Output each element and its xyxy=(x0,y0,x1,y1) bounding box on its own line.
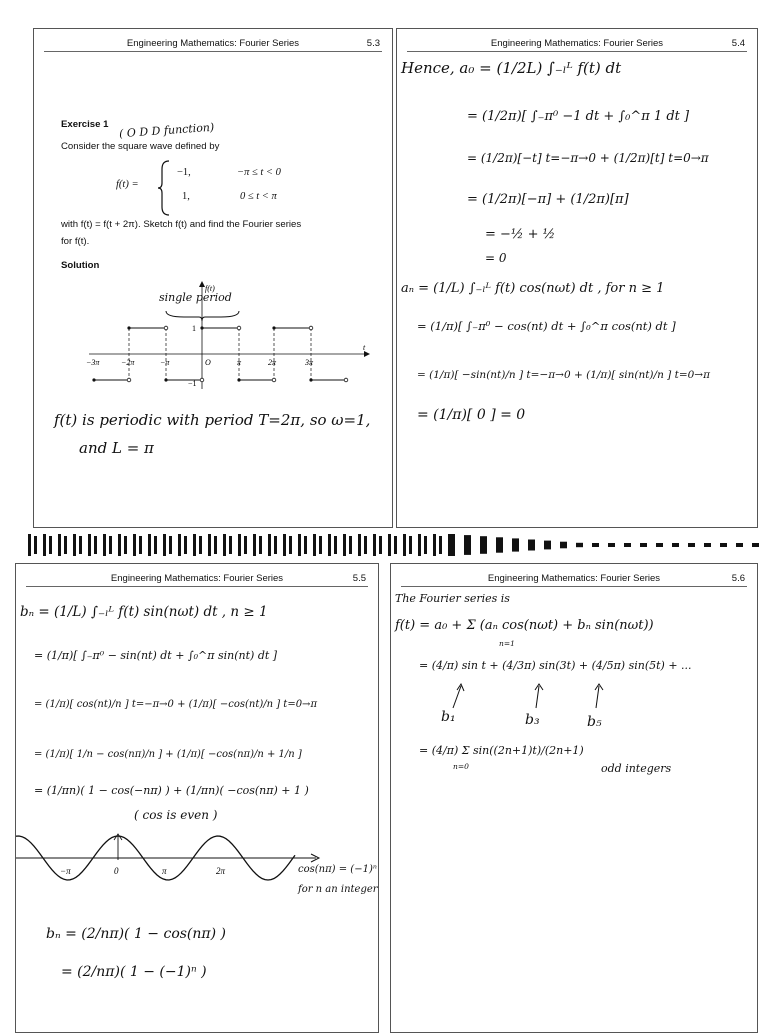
binding-mark xyxy=(576,543,583,547)
odd-function-note: ( O D D function) xyxy=(118,120,215,141)
handwriting-line: = (1/π)[ ∫₋π⁰ − cos(nt) dt + ∫₀^π cos(nt) dt ] xyxy=(417,319,676,333)
handwriting-line: = (1/π)[ 1/n − cos(nπ)/n ] + (1/π)[ −cos(nπ)/n + 1/n ] xyxy=(34,749,302,760)
binding-mark xyxy=(268,534,277,556)
exercise-title: Exercise 1 xyxy=(61,119,109,130)
binding-mark xyxy=(58,534,67,556)
tick-label: −2π xyxy=(121,358,135,367)
slide-5-3 xyxy=(33,28,393,528)
binding-mark xyxy=(480,536,487,554)
header-title: Engineering Mathematics: Fourier Series xyxy=(487,573,661,584)
header-rule xyxy=(44,51,382,52)
binding-mark xyxy=(118,534,127,556)
handwriting-line: = (1/2π)[ ∫₋π⁰ −1 dt + ∫₀^π 1 dt ] xyxy=(467,109,690,124)
header-title: Engineering Mathematics: Fourier Series xyxy=(490,38,664,49)
binding-mark xyxy=(388,534,397,556)
binding-mark xyxy=(343,534,352,556)
header-title: Engineering Mathematics: Fourier Series xyxy=(110,573,284,584)
handwriting-line: Hence, a₀ = (1/2L) ∫₋ₗᴸ f(t) dt xyxy=(401,59,622,77)
binding-mark xyxy=(43,534,52,556)
page-number: 5.4 xyxy=(731,38,745,49)
binding-mark xyxy=(148,534,157,556)
header-title: Engineering Mathematics: Fourier Series xyxy=(126,38,300,49)
wave-tick-label: 0 xyxy=(114,866,119,876)
cos-npi-note: cos(nπ) = (−1)ⁿ xyxy=(298,864,377,875)
binding-mark xyxy=(223,534,232,556)
coefficient-arrows xyxy=(431,682,631,712)
binding-mark xyxy=(720,543,727,547)
plot-minus-one-label: −1 xyxy=(188,379,197,388)
binding-mark xyxy=(163,534,172,556)
case2-condition: 0 ≤ t < π xyxy=(240,191,277,202)
coefficient-b5: b₅ xyxy=(587,714,602,730)
handwriting-line: = (4/π) sin t + (4/3π) sin(3t) + (4/5π) sin(5t) + ... xyxy=(419,659,692,672)
binding-mark xyxy=(464,535,471,555)
binding-mark xyxy=(238,534,247,556)
exercise-intro: Consider the square wave defined by xyxy=(61,141,220,152)
handwriting-line: bₙ = (1/L) ∫₋ₗᴸ f(t) sin(nωt) dt , n ≥ 1 xyxy=(20,604,268,620)
tick-label: −π xyxy=(160,358,170,367)
task-text-2: for f(t). xyxy=(61,236,90,247)
case2-value: 1, xyxy=(182,191,190,202)
binding-mark xyxy=(512,538,519,551)
binding-mark xyxy=(656,543,663,547)
binding-mark xyxy=(624,543,631,547)
handwriting-line: = (2/nπ)( 1 − (−1)ⁿ ) xyxy=(61,964,207,980)
sum-lower-limit: n=0 xyxy=(453,762,469,771)
single-period-annotation: single period xyxy=(159,291,232,304)
tick-label: 3π xyxy=(305,358,314,367)
tick-label: π xyxy=(237,358,242,367)
header-rule xyxy=(26,586,368,587)
binding-mark xyxy=(688,543,695,547)
case-brace xyxy=(157,159,171,217)
binding-mark xyxy=(608,543,615,547)
binding-mark xyxy=(640,543,647,547)
binding-mark xyxy=(752,543,759,547)
binding-mark xyxy=(736,543,743,547)
handwriting-line: f(t) is periodic with period T=2π, so ω=1, xyxy=(54,411,371,429)
binding-mark xyxy=(193,534,202,556)
binding-mark xyxy=(448,534,455,556)
odd-integers-note: odd integers xyxy=(601,762,672,775)
cosine-wave-sketch xyxy=(16,826,336,886)
handwriting-line: bₙ = (2/nπ)( 1 − cos(nπ) ) xyxy=(46,926,226,942)
binding-mark xyxy=(103,534,112,556)
tick-label: 2π xyxy=(268,358,277,367)
binding-mark xyxy=(560,542,567,549)
binding-mark xyxy=(496,537,503,552)
binding-mark xyxy=(358,534,367,556)
tick-label: −3π xyxy=(86,358,100,367)
handwriting-line: = (1/π)[ −sin(nt)/n ] t=−π→0 + (1/π)[ sin(nt)/n ] t=0→π xyxy=(417,369,711,381)
binding-mark xyxy=(672,543,679,547)
handwriting-line: aₙ = (1/L) ∫₋ₗᴸ f(t) cos(nωt) dt , for n ≥ 1 xyxy=(401,281,665,296)
slide-5-4 xyxy=(396,28,758,528)
handwriting-line: = (1/2π)[−π] + (1/2π)[π] xyxy=(467,192,629,207)
integer-note: for n an integer xyxy=(298,884,378,895)
fdef: f(t) = xyxy=(116,179,139,190)
binding-mark xyxy=(373,534,382,556)
page-number: 5.6 xyxy=(731,573,745,584)
binding-mark xyxy=(528,540,535,551)
binding-strip xyxy=(0,528,768,562)
plot-one-label: 1 xyxy=(192,324,196,333)
binding-mark xyxy=(328,534,337,556)
cos-even-note: ( cos is even ) xyxy=(134,808,218,822)
binding-mark xyxy=(313,534,322,556)
task-text: with f(t) = f(t + 2π). Sketch f(t) and find the Fourier series xyxy=(61,219,302,230)
wave-tick-label: π xyxy=(162,866,167,876)
page-number: 5.5 xyxy=(352,573,366,584)
handwriting-line: = (1/π)[ 0 ] = 0 xyxy=(417,407,526,423)
binding-mark xyxy=(208,534,217,556)
coefficient-b3: b₃ xyxy=(525,712,540,728)
handwriting-line: and L = π xyxy=(79,439,154,457)
handwriting-line: = (1/π)[ cos(nt)/n ] t=−π→0 + (1/π)[ −cos(nt)/n ] t=0→π xyxy=(34,699,318,710)
binding-mark xyxy=(418,534,427,556)
binding-mark xyxy=(704,543,711,547)
header-rule xyxy=(401,586,747,587)
binding-mark xyxy=(298,534,307,556)
plot-ylabel: f(t) xyxy=(205,284,215,293)
tick-label: O xyxy=(205,358,211,367)
handwriting-line: = (4/π) Σ sin((2n+1)t)/(2n+1) xyxy=(419,744,584,757)
binding-mark xyxy=(178,534,187,556)
binding-mark xyxy=(544,541,551,550)
binding-mark xyxy=(28,534,37,556)
wave-tick-label: 2π xyxy=(216,866,226,876)
handwriting-line: = −½ + ½ xyxy=(485,227,556,242)
case1-value: −1, xyxy=(177,167,191,178)
sum-lower-limit: n=1 xyxy=(499,639,515,648)
coefficient-b1: b₁ xyxy=(441,709,456,725)
wave-tick-label: −π xyxy=(60,866,71,876)
slide-5-5 xyxy=(15,563,379,1033)
handwriting-line: = 0 xyxy=(485,251,507,265)
binding-mark xyxy=(253,534,262,556)
header-rule xyxy=(407,51,747,52)
handwriting-line: = (1/2π)[−t] t=−π→0 + (1/2π)[t] t=0→π xyxy=(467,151,709,165)
handwriting-line: = (1/πn)( 1 − cos(−nπ) ) + (1/πn)( −cos(nπ) + 1 ) xyxy=(34,784,309,797)
case1-condition: −π ≤ t < 0 xyxy=(237,167,281,178)
handwriting-line: f(t) = a₀ + Σ (aₙ cos(nωt) + bₙ sin(nωt)) xyxy=(395,618,654,633)
handwriting-line: The Fourier series is xyxy=(395,592,510,605)
slide-5-6 xyxy=(390,563,758,1033)
plot-xlabel: t xyxy=(363,343,366,352)
binding-mark xyxy=(592,543,599,547)
binding-mark xyxy=(403,534,412,556)
page-number: 5.3 xyxy=(366,38,380,49)
binding-mark xyxy=(433,534,442,556)
binding-mark xyxy=(73,534,82,556)
solution-heading: Solution xyxy=(61,260,100,271)
binding-mark xyxy=(283,534,292,556)
handwriting-line: = (1/π)[ ∫₋π⁰ − sin(nt) dt + ∫₀^π sin(nt) dt ] xyxy=(34,649,278,662)
binding-mark xyxy=(88,534,97,556)
binding-mark xyxy=(133,534,142,556)
